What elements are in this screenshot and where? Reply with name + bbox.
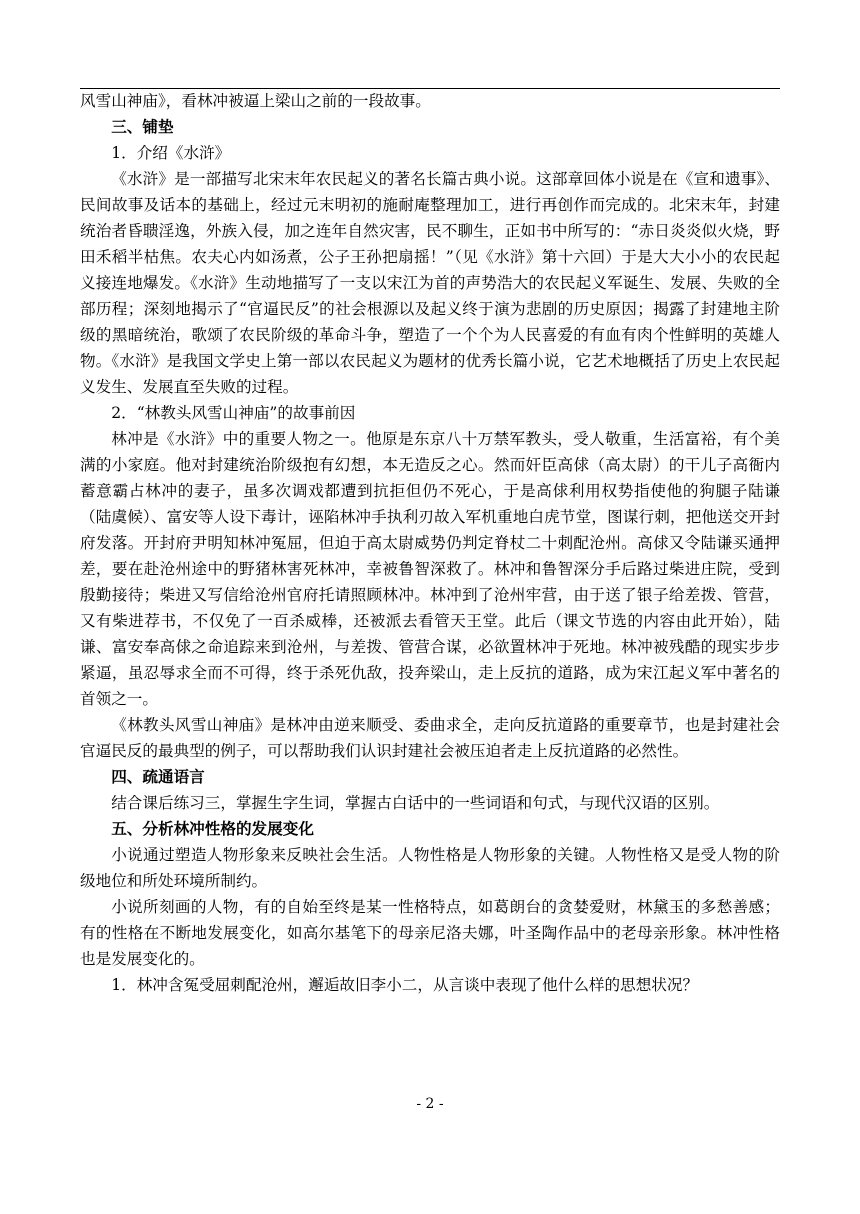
paragraph-chapter-significance: 《林教头风雪山神庙》是林冲由逆来顺受、委曲求全，走向反抗道路的重要章节，也是封建社会官逼民反的最典型的例子，可以帮助我们认识封建社会被压迫者走上反抗道路的必然性。 <box>80 716 780 760</box>
paragraph-lin-chong-background: 林冲是《水浒》中的重要人物之一。他原是东京八十万禁军教头，受人敬重，生活富裕，有个美满的小家庭。他对封建统治阶级抱有幻想，本无造反之心。然而奸臣高俅（高太尉）的干儿子高衙内蓄意霸占林冲的妻子，虽多次调戏都遭到抗拒但仍不死心，于是高俅利用权势指使他的狗腿子陆谦（陆虞候）、富安等人设下毒计，诬陷林冲手执利刃故入军机重地白虎节堂，图谋行刺，把他送交开封府发落。开封府尹明知林冲冤屈，但迫于高太尉威势仍判定脊杖二十刺配沧州。高俅又令陆谦买通押差，要在赴沧州途中的野猪林害死林冲，幸被鲁智深救了。林冲和鲁智深分手后路过柴进庄院，受到殷勤接待；柴进又写信给沧州官府托请照顾林冲。林冲到了沧州牢营，由于送了银子给差拨、管营，又有柴进荐书，不仅免了一百杀威棒，还被派去看管天王堂。此后（课文节选的内容由此开始），陆谦、富安奉高俅之命追踪来到沧州，与差拨、管营合谋，必欲置林冲于死地。林冲被残酷的现实步步紧逼，虽忍辱求全而不可得，终于杀死仇敌，投奔梁山，走上反抗的道路，成为宋江起义军中著名的首领之一。 <box>80 430 780 708</box>
body-text <box>80 88 780 998</box>
page-number: - 2 - <box>416 1096 444 1112</box>
section-heading-4: 四、疏通语言 <box>111 767 205 786</box>
paragraph-character-intro: 小说通过塑造人物形象来反映社会生活。人物性格是人物形象的关键。人物性格又是受人物的阶级地位和所处环境所制约。 <box>80 846 780 890</box>
paragraph-language: 结合课后练习三，掌握生字生词，掌握古白话中的一些词语和句式，与现代汉语的区别。 <box>111 794 720 812</box>
paragraph-character-examples: 小说所刻画的人物，有的自始至终是某一性格特点，如葛朗台的贪婪爱财，林黛玉的多愁善感；有的性格在不断地发展变化，如高尔基笔下的母亲尼洛夫娜，叶圣陶作品中的老母亲形象。林冲性格也是发展变化的。 <box>80 898 780 968</box>
paragraph-shuihu-intro: 《水浒》是一部描写北宋末年农民起义的著名长篇古典小说。这部章回体小说是在《宣和遗事》、民间故事及话本的基础上，经过元末明初的施耐庵整理加工，进行再创作而完成的。北宋末年，封建统治者昏聩淫逸，外族入侵，加之连年自然灾害，民不聊生，正如书中所写的：“赤日炎炎似火烧，野田禾稻半枯焦。农夫心内如汤煮，公子王孙把扇摇！”（见《水浒》第十六回）于是大大小小的农民起义接连地爆发。《水浒》生动地描写了一支以宋江为首的声势浩大的农民起义军诞生、发展、失败的全部历程；深刻地揭示了“官逼民反”的社会根源以及起义终于演为悲剧的历史原因；揭露了封建地主阶级的黑暗统治，歌颂了农民阶级的革命斗争，塑造了一个个为人民喜爱的有血有肉个性鲜明的英雄人物。《水浒》是我国文学史上第一部以农民起义为题材的优秀长篇小说，它艺术地概括了历史上农民起义发生、发展直至失败的过程。 <box>80 170 780 396</box>
subheading-intro-shuihu: 1．介绍《水浒》 <box>111 144 231 162</box>
paragraph-question-1: 1．林冲含冤受屈刺配沧州，邂逅故旧李小二，从言谈中表现了他什么样的思想状况？ <box>111 976 699 994</box>
subheading-story-background: 2．“林教头风雪山神庙”的故事前因 <box>111 404 356 422</box>
section-heading-3: 三、铺垫 <box>111 117 174 136</box>
section-heading-5: 五、分析林冲性格的发展变化 <box>111 819 314 838</box>
paragraph-continuation: 风雪山神庙》，看林冲被逼上梁山之前的一段故事。 <box>80 92 431 110</box>
